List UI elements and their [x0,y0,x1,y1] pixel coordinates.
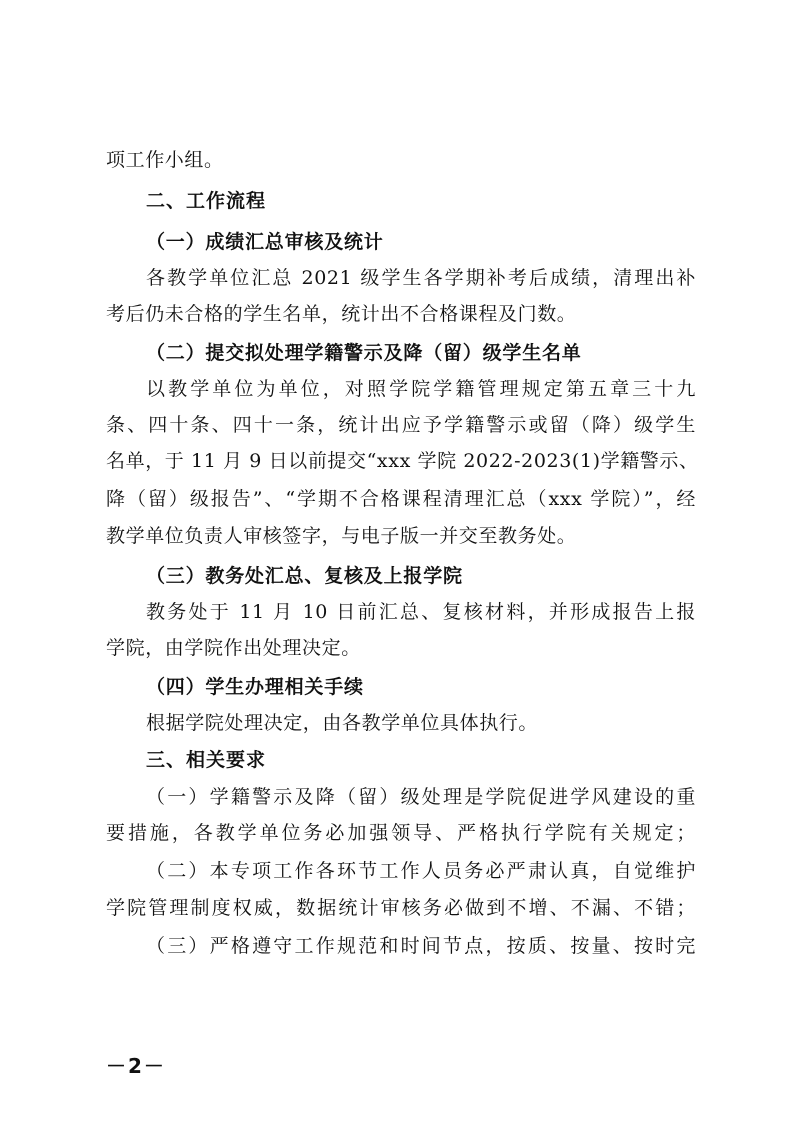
paragraph-line: 要措施，各教学单位务必加强领导、严格执行学院有关规定； [106,822,696,844]
subsection-heading-1: （一）成绩汇总审核及统计 [146,231,384,253]
subsection-heading-2: （二）提交拟处理学籍警示及降（留）级学生名单 [146,342,582,364]
paragraph-line: 学院管理制度权威，数据统计审核务必做到不增、不漏、不错； [106,897,696,919]
paragraph-line: （三）严格遵守工作规范和时间节点，按质、按量、按时完 [146,935,696,957]
section-heading-workflow: 二、工作流程 [146,190,267,212]
paragraph-line: （一）学籍警示及降（留）级处理是学院促进学风建设的重 [146,786,696,808]
paragraph-line: 考后仍未合格的学生名单，统计出不合格课程及门数。 [106,303,577,325]
subsection-heading-4: （四）学生办理相关手续 [146,676,364,698]
paragraph-line: 各教学单位汇总 2021 级学生各学期补考后成绩，清理出补 [146,267,696,289]
paragraph-line: 降（留）级报告”、“学期不合格课程清理汇总（xxx 学院）”，经 [106,488,696,510]
paragraph-line: 根据学院处理决定，由各教学单位具体执行。 [146,712,539,734]
paragraph-line: 教务处于 11 月 10 日前汇总、复核材料，并形成报告上报 [146,601,696,623]
paragraph-line: 以教学单位为单位，对照学院学籍管理规定第五章三十九 [146,378,696,400]
paragraph-line-continuation: 项工作小组。 [106,149,224,171]
paragraph-line: 教学单位负责人审核签字，与电子版一并交至教务处。 [106,525,577,547]
paragraph-line: 名单，于 11 月 9 日以前提交“xxx 学院 2022-2023(1)学籍警示、 [106,450,699,472]
paragraph-line: 学院，由学院作出处理决定。 [106,637,361,659]
paragraph-line: （二）本专项工作各环节工作人员务必严肃认真，自觉维护 [146,860,696,882]
section-heading-requirements: 三、相关要求 [146,749,267,771]
page-number: －2－ [106,1054,166,1078]
subsection-heading-3: （三）教务处汇总、复核及上报学院 [146,565,463,587]
paragraph-line: 条、四十条、四十一条，统计出应予学籍警示或留（降）级学生 [106,414,696,436]
